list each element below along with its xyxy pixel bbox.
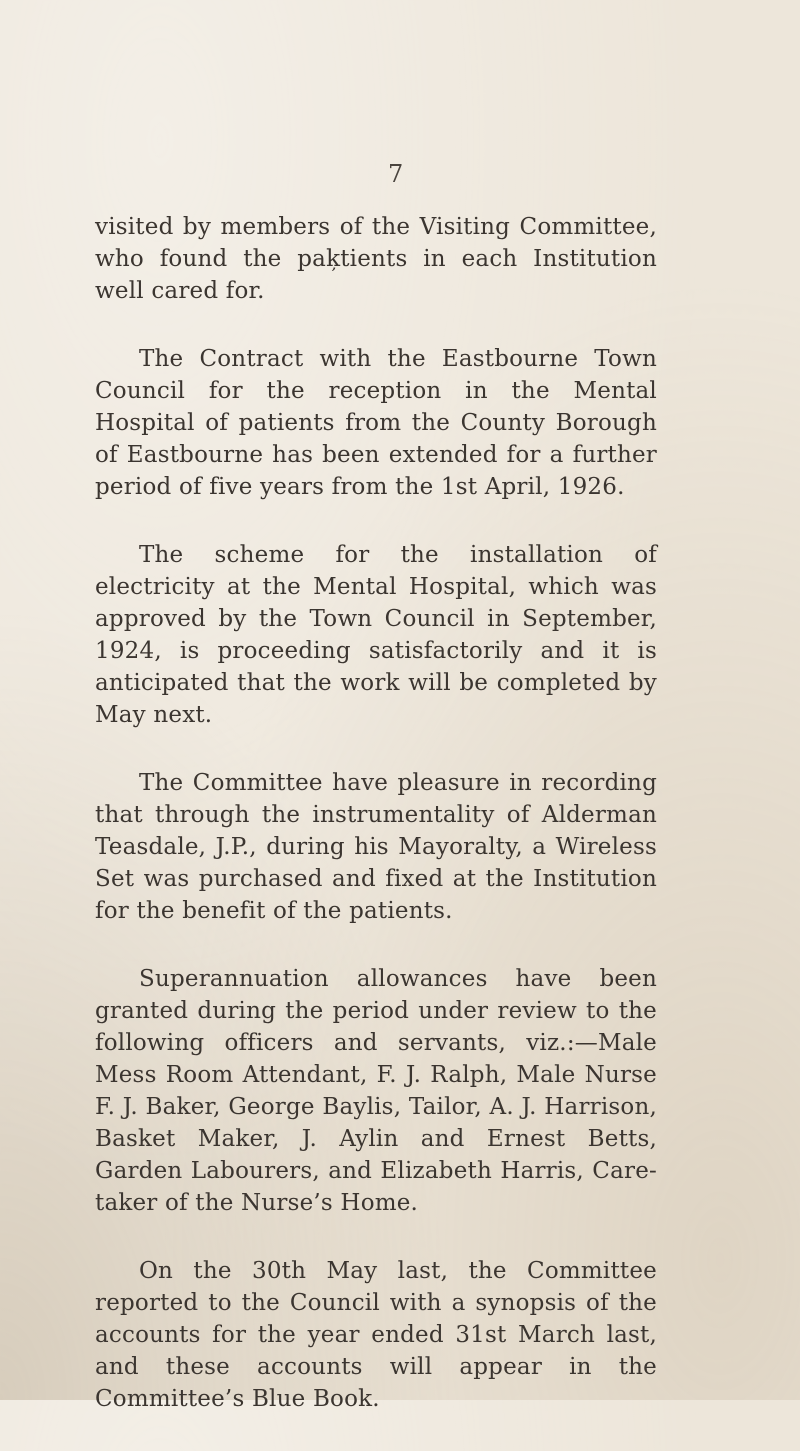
paragraph-superannuation: Superannuation allowances have been granted during the period under review to the following officers and servants, viz.:—Male Mess Room Attendant, F. J. Ralph, Male Nurse F. J. Baker, George Baylis, Tailor, A. J. Harrison, Basket Maker, J. Aylin and Ernest Betts, Garden Labourers, and Elizabeth Harris, Care-taker of the Nurse’s Home. <box>95 966 657 1216</box>
body-text <box>95 211 657 1451</box>
paragraph-electricity-scheme: The scheme for the installation of electricity at the Mental Hospital, which was approved by the Town Council in September, 1924, is proceeding satisfactorily and it is anticipated that the work will be completed by May next. <box>95 542 657 728</box>
paragraph-continuation: visited by members of the Visiting Committee, who found the paķtients in each Institution well cared for. <box>95 214 657 304</box>
paragraph-accounts-report: On the 30th May last, the Committee reported to the Council with a synopsis of the accounts for the year ended 31st March last, and these accounts will appear in the Committee’s Blue Book. <box>95 1258 657 1412</box>
page-number: 7 <box>388 160 404 188</box>
paragraph-wireless-set: The Committee have pleasure in recording that through the instrumentality of Alderman Teasdale, J.P., during his Mayoralty, a Wireless Set was purchased and fixed at the Institution for the benefit of the patients. <box>95 770 657 924</box>
paragraph-eastbourne-contract: The Contract with the Eastbourne Town Council for the reception in the Mental Hospital of patients from the County Borough of Eastbourne has been extended for a further period of five years from the 1st April, 1926. <box>95 346 657 500</box>
